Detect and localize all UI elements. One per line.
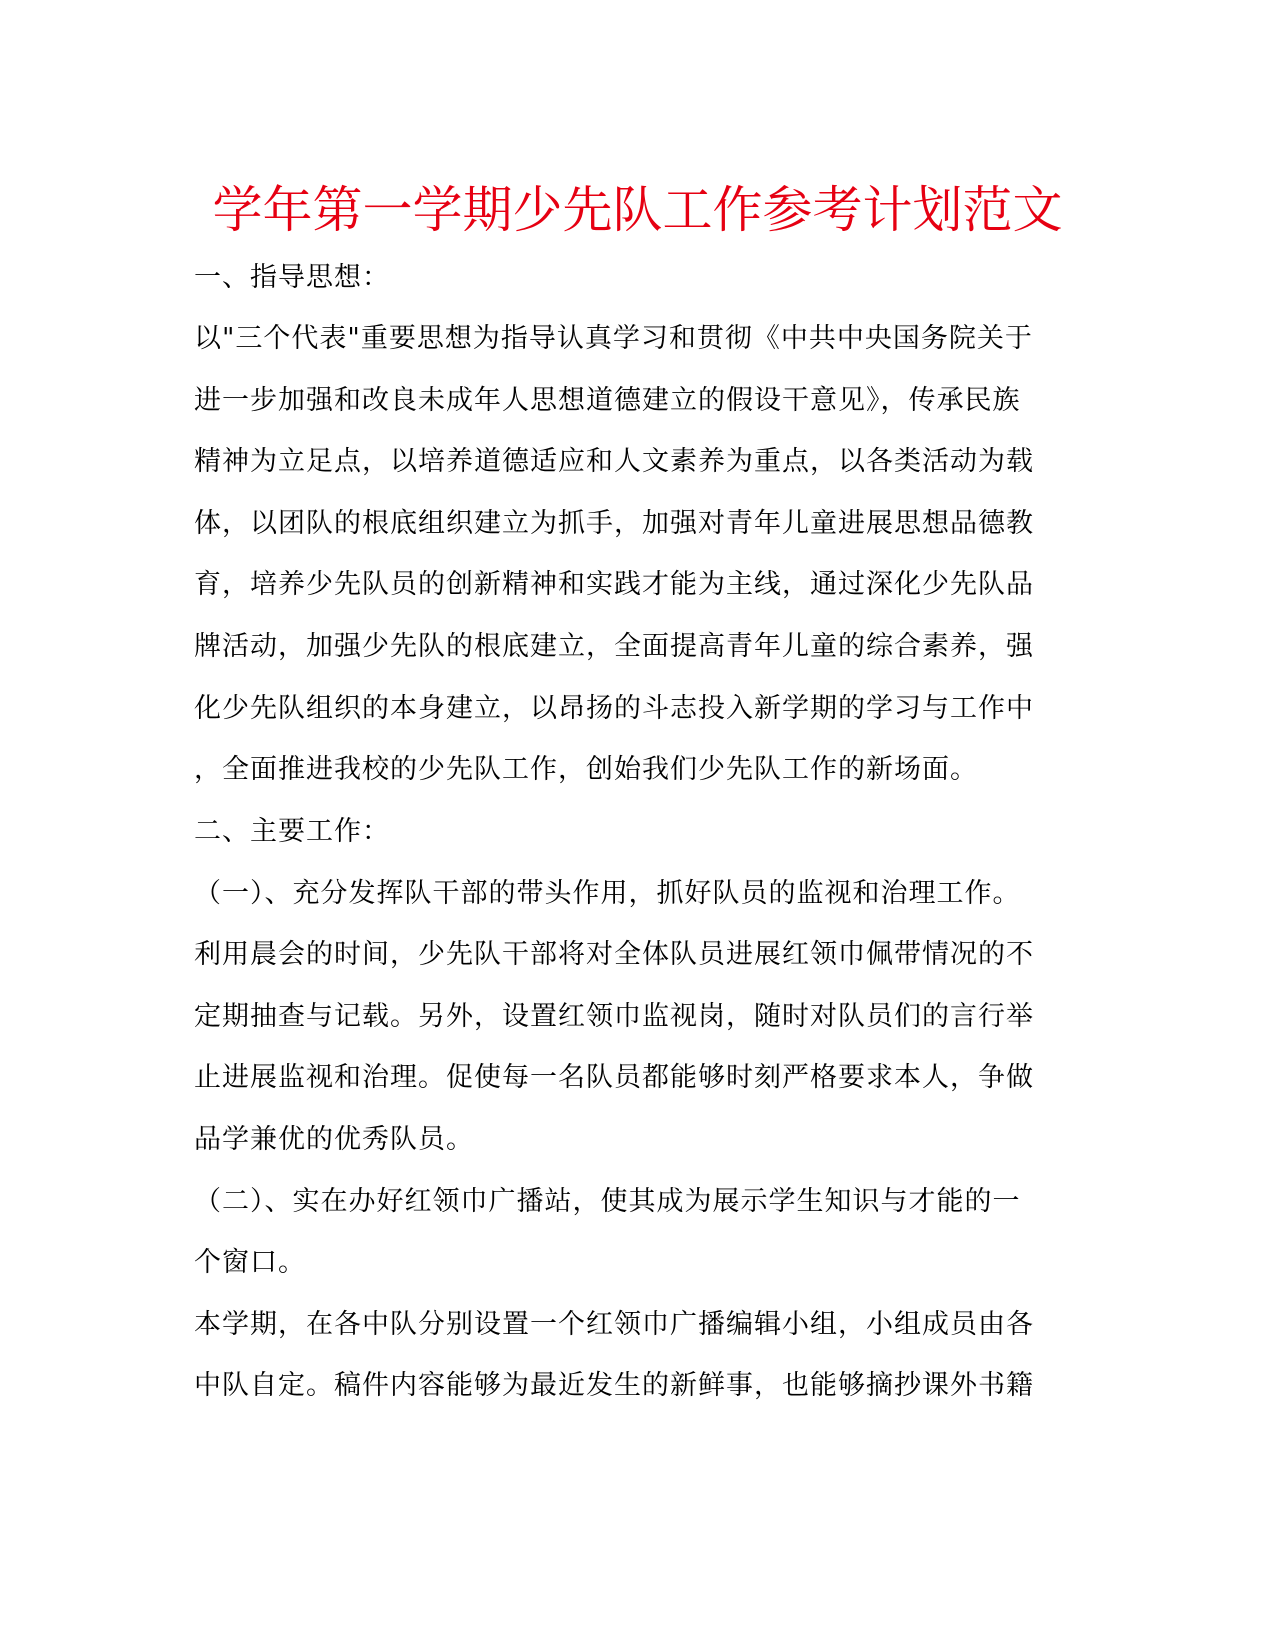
paragraph-line: ，全面推进我校的少先队工作，创始我们少先队工作的新场面。 <box>194 754 978 785</box>
paragraph-line: 体，以团队的根底组织建立为抓手，加强对青年儿童进展思想品德教 <box>194 508 1034 539</box>
subsection-heading-1: （一）、充分发挥队干部的带头作用，抓好队员的监视和治理工作。 <box>194 878 1021 909</box>
paragraph-line: 牌活动，加强少先队的根底建立，全面提高青年儿童的综合素养，强 <box>194 631 1034 662</box>
section-heading-guiding-thought: 一、指导思想： <box>194 262 390 293</box>
paragraph-line: 进一步加强和改良未成年人思想道德建立的假设干意见》，传承民族 <box>194 385 1021 416</box>
subsection-heading-2-cont: 个窗口。 <box>194 1247 306 1278</box>
paragraph-line: 止进展监视和治理。促使每一名队员都能够时刻严格要求本人，争做 <box>194 1062 1034 1093</box>
paragraph-line: 化少先队组织的本身建立，以昂扬的斗志投入新学期的学习与工作中 <box>194 693 1034 724</box>
paragraph-line: 育，培养少先队员的创新精神和实践才能为主线，通过深化少先队品 <box>194 569 1034 600</box>
paragraph-line: 中队自定。稿件内容能够为最近发生的新鲜事，也能够摘抄课外书籍 <box>194 1370 1034 1401</box>
paragraph-line: 利用晨会的时间，少先队干部将对全体队员进展红领巾佩带情况的不 <box>194 939 1034 970</box>
paragraph-line: 定期抽查与记载。另外，设置红领巾监视岗，随时对队员们的言行举 <box>194 1001 1034 1032</box>
section-heading-main-work: 二、主要工作： <box>194 816 390 847</box>
paragraph-line: 品学兼优的优秀队员。 <box>194 1124 474 1155</box>
paragraph-line: 本学期，在各中队分别设置一个红领巾广播编辑小组，小组成员由各 <box>194 1309 1034 1340</box>
document-title: 学年第一学期少先队工作参考计划范文 <box>212 181 1063 239</box>
subsection-heading-2: （二）、实在办好红领巾广播站，使其成为展示学生知识与才能的一 <box>194 1186 1021 1217</box>
paragraph-line: 以"三个代表"重要思想为指导认真学习和贯彻《中共中央国务院关于 <box>194 323 1033 354</box>
paragraph-line: 精神为立足点，以培养道德适应和人文素养为重点，以各类活动为载 <box>194 446 1034 477</box>
